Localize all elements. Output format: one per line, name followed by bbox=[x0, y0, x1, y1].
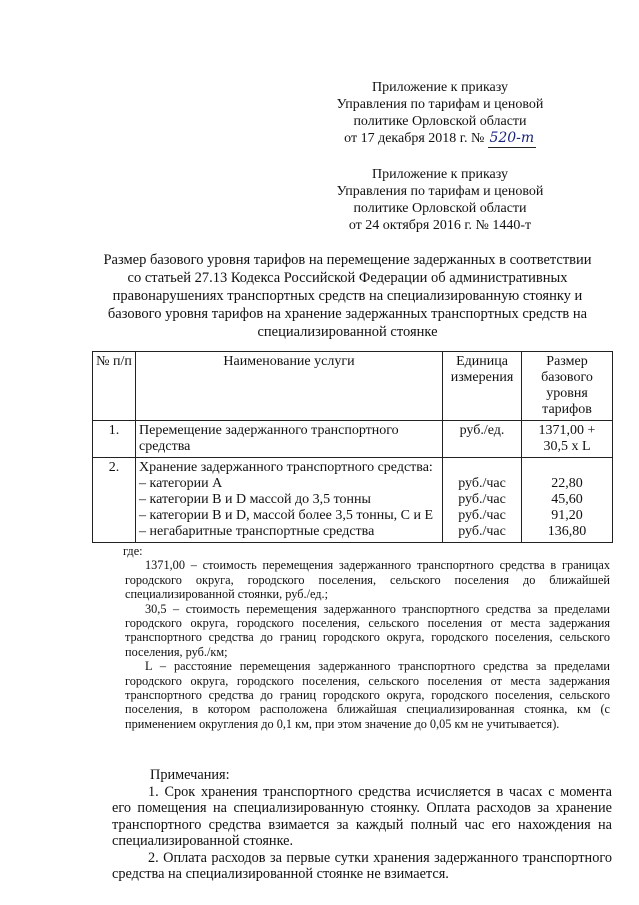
note-base-cost: 1371,00 – стоимость перемещения задержанного транспортного средства в границах городского округа, городского поселения, сельского поселения до ближайшей специализированной стоянки, руб./ед.; bbox=[125, 558, 610, 602]
header-rate: Размер базового уровня тарифов bbox=[522, 352, 613, 421]
unit: руб./час bbox=[458, 476, 506, 491]
header-unit: Единица измерения bbox=[443, 352, 522, 421]
document-title: Размер базового уровня тарифов на перемещение задержанных в соответствии со статьей 27.13 Кодекса Российской Федерации об административных правонарушениях транспортных средств на специализированную стоянку и базового уровня тарифов на хранение задержанных транспортных средств на специализированной стоянке bbox=[103, 252, 592, 340]
order-number-handwritten: 520-т bbox=[489, 130, 535, 146]
unit-list bbox=[443, 458, 522, 543]
service-category: – негабаритные транспортные средства bbox=[139, 524, 375, 539]
header-line: от 24 октября 2016 г. № 1440-т bbox=[348, 218, 532, 233]
unit: руб./час bbox=[458, 524, 506, 539]
note-distance: L – расстояние перемещения задержанного транспортного средства за пределами городского округа, городского поселения, сельского поселения от места задержания транспортного средства до границ городского округа, городского поселения, сельского поселения, в котором расположена ближайшая специализированная стоянка, км (с применением округления до 0,1 км, при этом значение до 0,05 км не учитывается). bbox=[125, 659, 610, 731]
notes-where: где: bbox=[123, 544, 143, 558]
service-category: – категории В и D массой до 3,5 тонны bbox=[139, 492, 371, 507]
header-line: политике Орловской области bbox=[353, 201, 527, 216]
order-date: от 17 декабря 2018 г. № bbox=[344, 131, 485, 146]
rate: 22,80 bbox=[551, 476, 583, 491]
order-date-line bbox=[290, 130, 590, 148]
header-line: Приложение к приказу bbox=[372, 80, 508, 95]
formula-notes bbox=[125, 544, 610, 731]
service-heading: Хранение задержанного транспортного средства: bbox=[139, 460, 433, 475]
rate: 1371,00 + 30,5 х L bbox=[522, 421, 613, 458]
remarks-section bbox=[112, 767, 612, 883]
rate: 45,60 bbox=[551, 492, 583, 507]
service-name bbox=[136, 458, 443, 543]
rate-list bbox=[522, 458, 613, 543]
remark-item: 2. Оплата расходов за первые сутки хранения задержанного транспортного средства на специализированной стоянке не взимается. bbox=[112, 849, 612, 882]
note-per-km-cost: 30,5 – стоимость перемещения задержанного транспортного средства за пределами городского округа, городского поселения, сельского поселения от места задержания транспортного средства до границ городского округа, городского поселения, сельского поселения, руб./км; bbox=[125, 601, 610, 659]
remarks-heading: Примечания: bbox=[150, 767, 230, 783]
order-appendix-header-2016 bbox=[290, 166, 590, 234]
service-category: – категории В и D, массой более 3,5 тонны, С и Е bbox=[139, 508, 434, 523]
order-appendix-header-2018 bbox=[290, 79, 590, 148]
row-number: 1. bbox=[93, 421, 136, 458]
remark-item: 1. Срок хранения транспортного средства исчисляется в часах с момента его помещения на специализированную стоянку. Оплата расходов за хранение транспортного средства взимается за каждый полный час его нахождения на специализированной стоянке. bbox=[112, 783, 612, 849]
unit: руб./час bbox=[458, 492, 506, 507]
header-line: Управления по тарифам и ценовой bbox=[336, 97, 544, 112]
header-line: Управления по тарифам и ценовой bbox=[336, 184, 544, 199]
service-category: – категории А bbox=[139, 476, 223, 491]
unit: руб./ед. bbox=[443, 421, 522, 458]
header-line: Приложение к приказу bbox=[372, 167, 508, 182]
rate: 91,20 bbox=[551, 508, 583, 523]
header-number: № п/п bbox=[93, 352, 136, 421]
table-row bbox=[93, 421, 613, 458]
service-name: Перемещение задержанного транспортного средства bbox=[136, 421, 443, 458]
tariff-table bbox=[92, 351, 613, 543]
row-number: 2. bbox=[93, 458, 136, 543]
table-header-row bbox=[93, 352, 613, 421]
header-service: Наименование услуги bbox=[136, 352, 443, 421]
header-line: политике Орловской области bbox=[353, 114, 527, 129]
unit: руб./час bbox=[458, 508, 506, 523]
rate: 136,80 bbox=[547, 524, 587, 539]
table-row bbox=[93, 458, 613, 543]
